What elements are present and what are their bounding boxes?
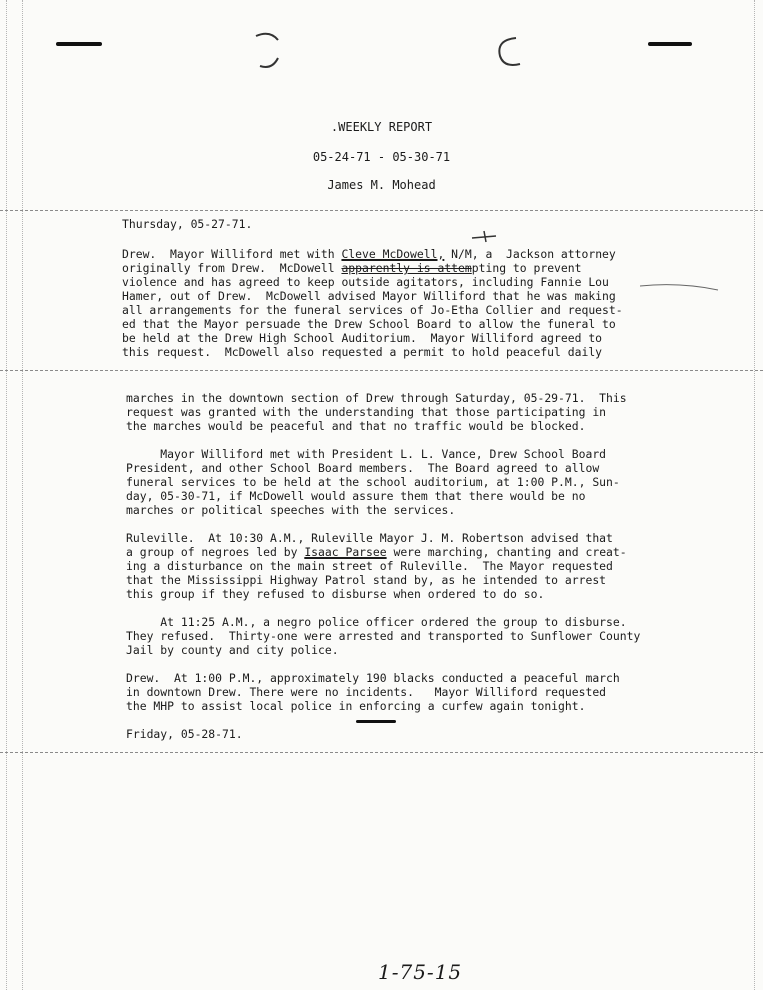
text-line: At 11:25 A.M., a negro police officer ordered the group to disburse. xyxy=(126,615,627,629)
punch-hole-mark-left xyxy=(248,30,288,72)
text-line: this group if they refused to disburse when ordered to do so. xyxy=(126,587,545,601)
punch-hole-mark-right xyxy=(490,32,526,74)
scan-edge-noise xyxy=(22,0,23,990)
text-line: that the Mississippi Highway Patrol stand by, as he intended to arrest xyxy=(126,573,607,587)
text-line: Ruleville. At 10:30 A.M., Ruleville Mayor J. M. Robertson advised that xyxy=(126,531,613,545)
top-left-dash-mark xyxy=(56,42,102,46)
text-line: marches or political speeches with the services. xyxy=(126,503,456,517)
underlined-name: Cleve McDowell, xyxy=(341,247,445,261)
text-line: Mayor Williford met with President L. L. Vance, Drew School Board xyxy=(126,447,607,461)
handwritten-mark xyxy=(470,228,500,244)
stray-pencil-line xyxy=(640,280,720,294)
text-span: pting to prevent xyxy=(471,261,582,275)
scan-edge-noise xyxy=(6,0,7,990)
paste-up-divider-top xyxy=(0,210,763,211)
struck-through-text: apparently is attem xyxy=(341,261,472,275)
text-span: Drew. Mayor Williford met with xyxy=(122,247,342,261)
text-line: marches in the downtown section of Drew through Saturday, 05-29-71. This xyxy=(126,391,627,405)
text-span: originally from Drew. McDowell xyxy=(122,261,342,275)
text-line: all arrangements for the funeral services of Jo-Etha Collier and request- xyxy=(122,303,623,317)
text-span: a group of negroes led by xyxy=(126,545,305,559)
text-line: be held at the Drew High School Auditorium. Mayor Williford agreed to xyxy=(122,331,603,345)
text-line: request was granted with the understanding that those participating in xyxy=(126,405,607,419)
text-line xyxy=(122,262,582,276)
text-line: Hamer, out of Drew. McDowell advised Mayor Williford that he was making xyxy=(122,289,616,303)
text-line: funeral services to be held at the school auditorium, at 1:00 P.M., Sun- xyxy=(126,475,620,489)
text-line: the MHP to assist local police in enforcing a curfew again tonight. xyxy=(126,699,586,713)
center-dash-mark xyxy=(356,720,396,723)
text-line: this request. McDowell also requested a permit to hold peaceful daily xyxy=(122,345,603,359)
report-title: .WEEKLY REPORT xyxy=(330,120,433,134)
paste-up-divider-bottom xyxy=(0,752,763,753)
text-line: Drew. At 1:00 P.M., approximately 190 blacks conducted a peaceful march xyxy=(126,671,620,685)
text-line: They refused. Thirty-one were arrested and transported to Sunflower County xyxy=(126,629,641,643)
text-span: N/M, a Jackson attorney xyxy=(444,247,616,261)
text-line: ed that the Mayor persuade the Drew School Board to allow the funeral to xyxy=(122,317,616,331)
text-span: were marching, chanting and creat- xyxy=(386,545,627,559)
date-heading-friday: Friday, 05-28-71. xyxy=(126,727,243,741)
handwritten-page-number: 1-75-15 xyxy=(378,960,463,984)
text-line: violence and has agreed to keep outside agitators, including Fannie Lou xyxy=(122,275,609,289)
underlined-name: Isaac Parsee xyxy=(304,545,387,559)
paste-up-divider-middle xyxy=(0,370,763,371)
text-line: the marches would be peaceful and that no traffic would be blocked. xyxy=(126,419,586,433)
report-date-range: 05-24-71 - 05-30-71 xyxy=(312,150,451,164)
text-line: in downtown Drew. There were no incidents. Mayor Williford requested xyxy=(126,685,607,699)
top-right-dash-mark xyxy=(648,42,692,46)
date-heading-thursday: Thursday, 05-27-71. xyxy=(122,217,253,231)
scan-edge-noise xyxy=(754,0,755,990)
text-line: ing a disturbance on the main street of Ruleville. The Mayor requested xyxy=(126,559,613,573)
text-line xyxy=(122,248,616,262)
report-author: James M. Mohead xyxy=(327,178,436,192)
text-line: Jail by county and city police. xyxy=(126,643,339,657)
text-line: day, 05-30-71, if McDowell would assure them that there would be no xyxy=(126,489,586,503)
text-line: President, and other School Board members. The Board agreed to allow xyxy=(126,461,600,475)
text-line xyxy=(126,546,627,560)
